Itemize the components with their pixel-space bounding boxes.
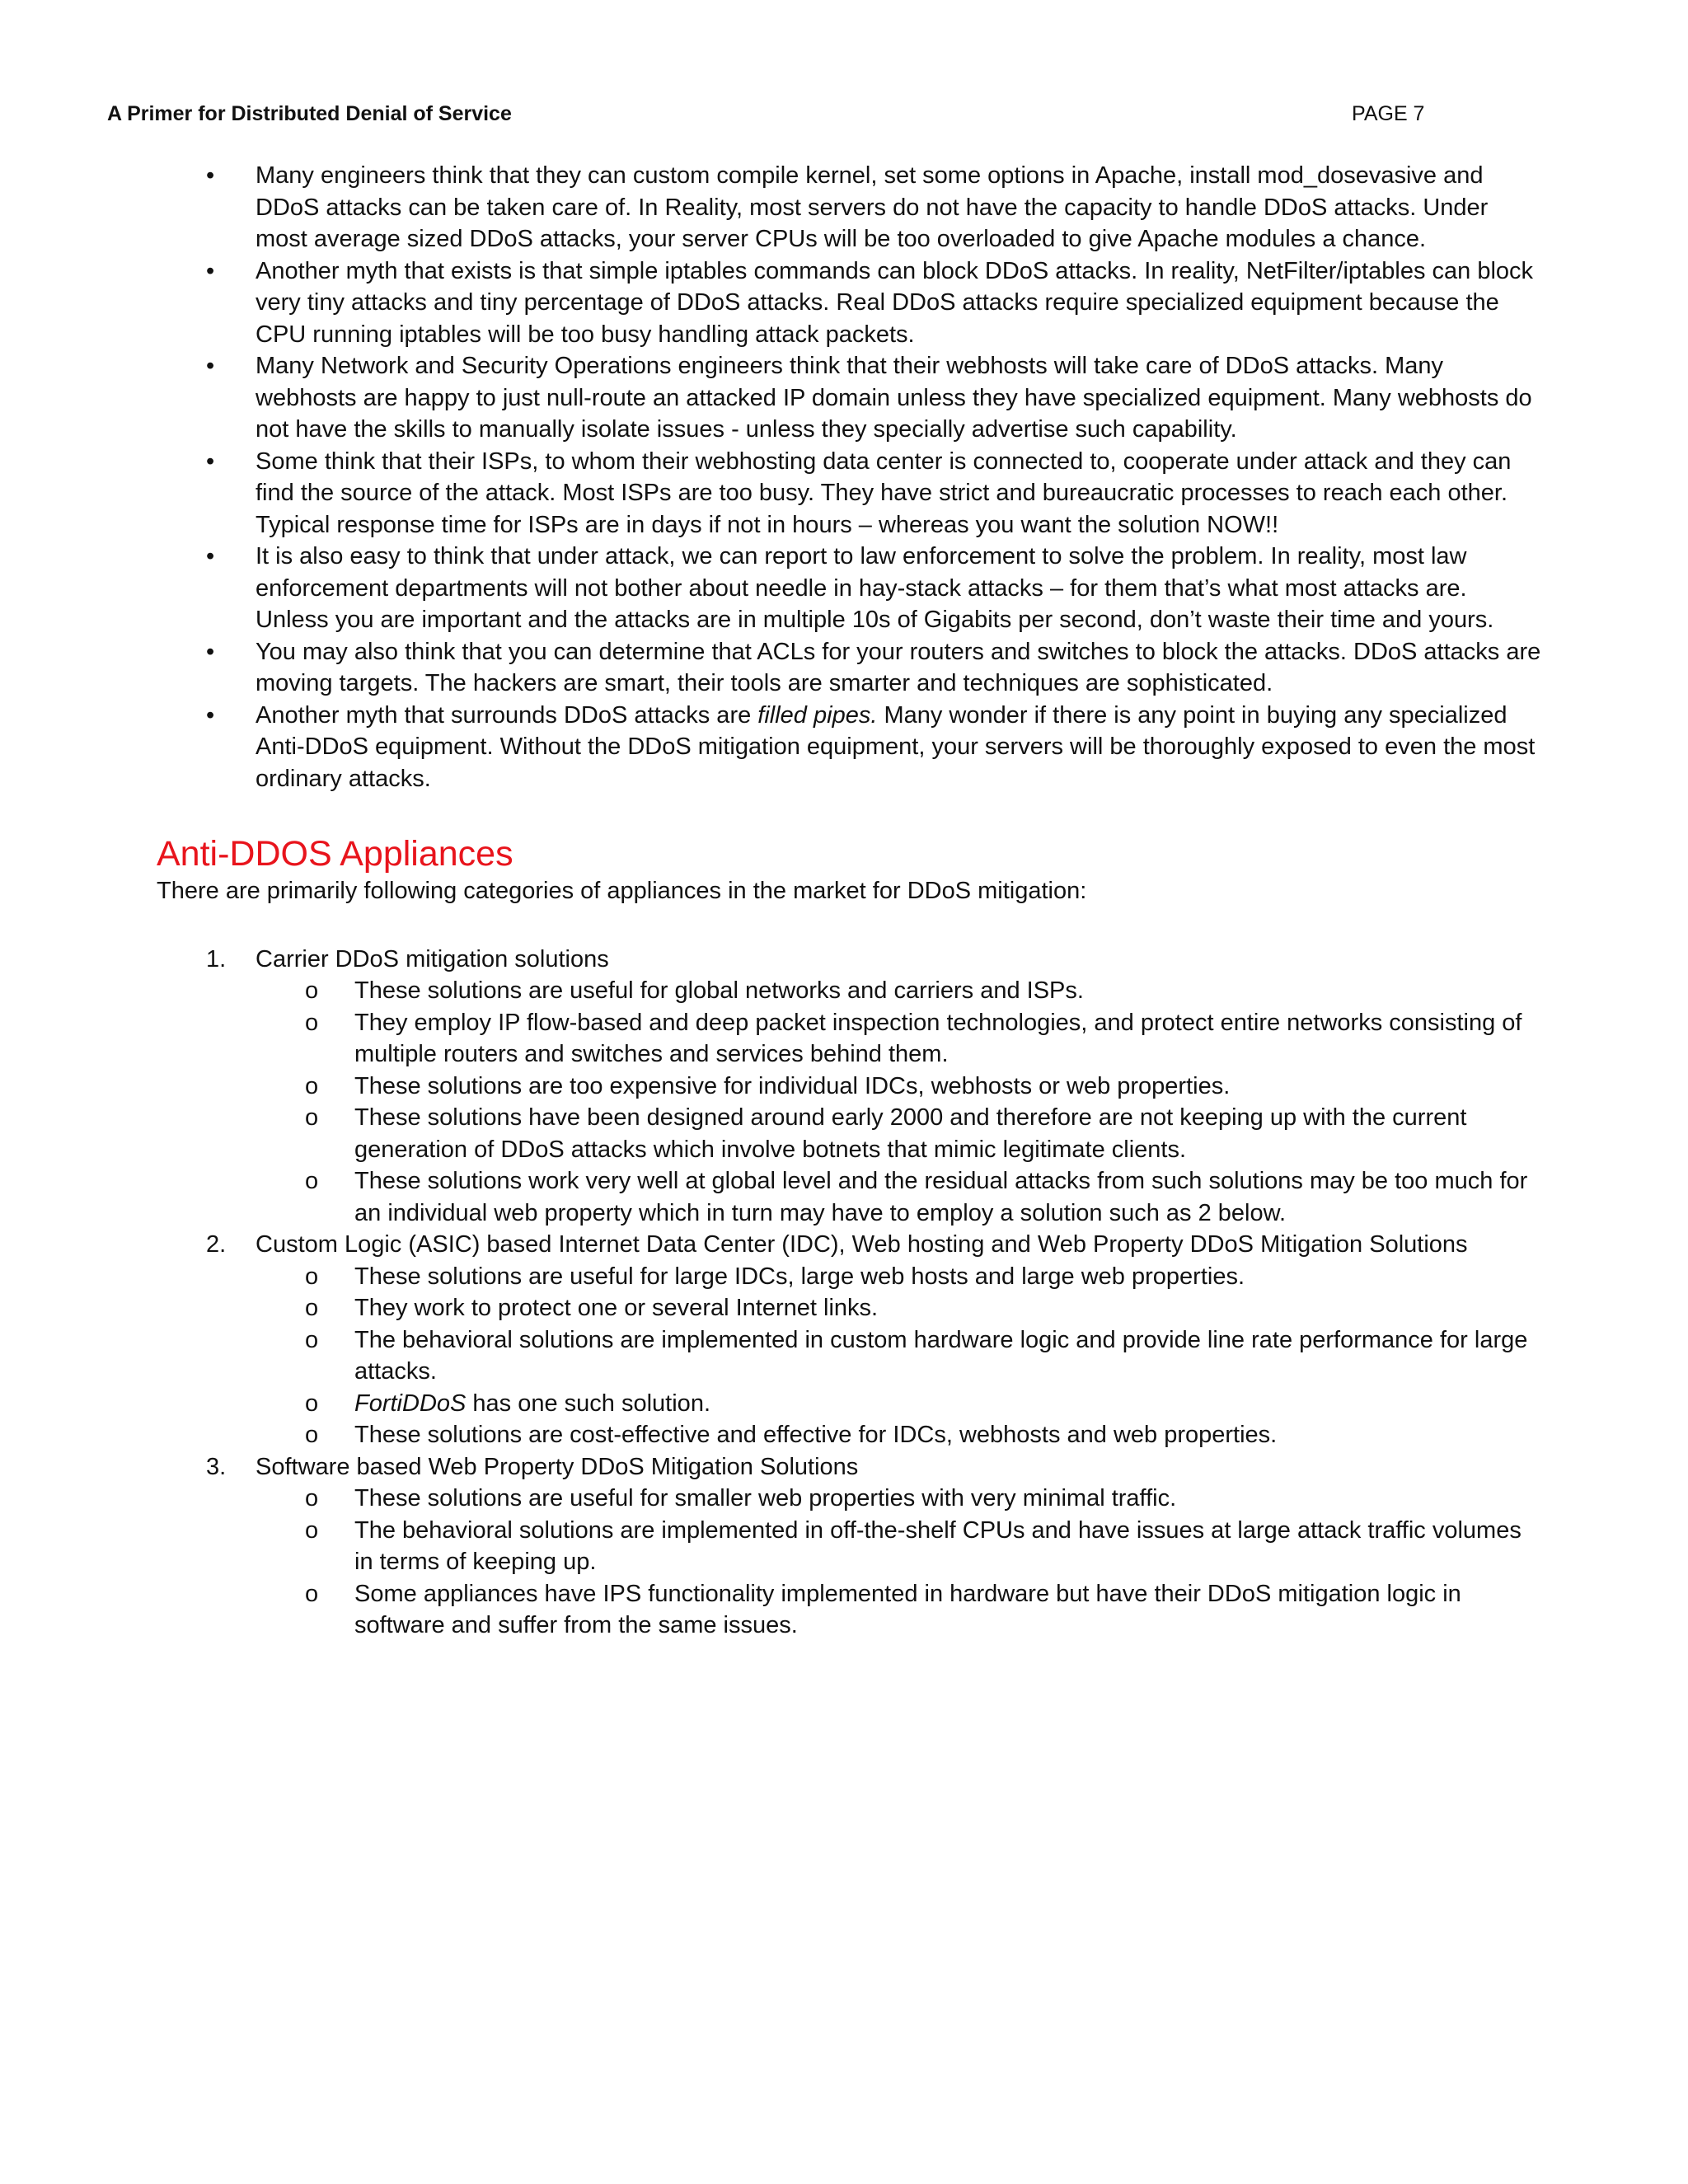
list-item <box>157 255 1541 351</box>
sub-list-item-text: The behavioral solutions are implemented in off-the-shelf CPUs and have issues at large attack traffic volumes in terms of keeping up. <box>354 1516 1522 1575</box>
category-item <box>157 1451 1541 1642</box>
sub-list-item <box>256 1102 1541 1165</box>
section-heading: Anti-DDOS Appliances <box>157 834 513 874</box>
list-item-text: Another myth that exists is that simple iptables commands can block DDoS attacks. In reality, NetFilter/iptables can block very tiny attacks and tiny percentage of DDoS attacks. Real DDoS attacks require specialized equipment because the CPU running iptables will be too busy handling attack packets. <box>256 257 1534 348</box>
categories-list <box>157 944 1541 1642</box>
sub-list-item <box>256 975 1541 1007</box>
list-item <box>157 636 1541 700</box>
sub-list-item-text: They employ IP flow-based and deep packet inspection technologies, and protect entire networks consisting of multiple routers and switches and services behind them. <box>354 1009 1522 1067</box>
sub-list-item <box>256 1292 1541 1324</box>
section-intro: There are primarily following categories of appliances in the market for DDoS mitigation: <box>157 878 1087 904</box>
category-title: Custom Logic (ASIC) based Internet Data Center (IDC), Web hosting and Web Property DDoS Mitigation Solutions <box>256 1231 1468 1258</box>
sub-list-item-text: has one such solution. <box>466 1390 711 1417</box>
circle-bullet-icon: o <box>305 1516 319 1544</box>
category-number: 2. <box>206 1231 227 1258</box>
list-item-text: You may also think that you can determine that ACLs for your routers and switches to block the attacks. DDoS attacks are moving targets. The hackers are smart, their tools are smarter and techniques are sophisticated. <box>256 638 1541 696</box>
myths-list <box>157 160 1541 794</box>
circle-bullet-icon: o <box>305 1422 319 1448</box>
list-item <box>157 700 1541 795</box>
sub-list-item-text: These solutions work very well at global level and the residual attacks from such solutions may be too much for an individual web property which in turn may have to employ a solution such as 2 below. <box>354 1168 1528 1226</box>
circle-bullet-icon: o <box>305 1168 319 1194</box>
bullet-icon: • <box>206 701 215 729</box>
list-item-emphasis: filled pipes. <box>757 701 878 729</box>
list-item-text-post: Many wonder if there is any point in buying any specialized Anti-DDoS equipment. Without the DDoS mitigation equipment, your servers will be thoroughly exposed to even the most ordinary attacks. <box>256 701 1536 792</box>
category-item <box>157 944 1541 1230</box>
sub-list-item-text: These solutions are cost-effective and effective for IDCs, webhosts and web properties. <box>354 1422 1278 1448</box>
category-title: Software based Web Property DDoS Mitigation Solutions <box>256 1453 859 1480</box>
circle-bullet-icon: o <box>305 1072 319 1099</box>
page-content <box>157 160 1541 1642</box>
circle-bullet-icon: o <box>305 1580 319 1607</box>
circle-bullet-icon: o <box>305 1485 319 1511</box>
circle-bullet-icon: o <box>305 1295 319 1321</box>
circle-bullet-icon: o <box>305 1263 319 1290</box>
circle-bullet-icon: o <box>305 1009 319 1036</box>
page-number: PAGE 7 <box>1352 102 1425 125</box>
sub-list-item <box>256 1324 1541 1388</box>
list-item-text: Some think that their ISPs, to whom their webhosting data center is connected to, cooperate under attack and they can find the source of the attack. Most ISPs are too busy. They have strict and bureaucratic processes to reach each other. Typical response time for ISPs are in days if not in hours – whereas you want the solution NOW!! <box>256 448 1512 538</box>
category-title: Carrier DDoS mitigation solutions <box>256 945 609 972</box>
list-item-text-pre: Another myth that surrounds DDoS attacks are <box>256 701 758 729</box>
category-points <box>256 1483 1541 1642</box>
sub-list-item <box>256 1515 1541 1578</box>
list-item-text: Many engineers think that they can custom compile kernel, set some options in Apache, install mod_dosevasive and DDoS attacks can be taken care of. In Reality, most servers do not have the capacity to handle DDoS attacks. Under most average sized DDoS attacks, your server CPUs will be too overloaded to give Apache modules a chance. <box>256 162 1489 252</box>
sub-list-item-text: These solutions are useful for large IDCs, large web hosts and large web properties. <box>354 1263 1245 1290</box>
bullet-icon: • <box>206 543 215 569</box>
sub-list-item-text: These solutions are useful for global networks and carriers and ISPs. <box>354 977 1084 1004</box>
category-number: 3. <box>206 1453 227 1480</box>
circle-bullet-icon: o <box>305 1326 319 1353</box>
sub-list-item-text: These solutions have been designed around early 2000 and therefore are not keeping up with the current generation of DDoS attacks which involve botnets that mimic legitimate clients. <box>354 1104 1467 1163</box>
bullet-icon: • <box>206 448 215 475</box>
sub-list-item-text: These solutions are too expensive for individual IDCs, webhosts or web properties. <box>354 1072 1231 1099</box>
circle-bullet-icon: o <box>305 1390 319 1417</box>
category-number: 1. <box>206 945 227 972</box>
sub-list-item <box>256 1388 1541 1420</box>
sub-list-item <box>256 1261 1541 1293</box>
bullet-icon: • <box>206 162 215 189</box>
category-points <box>256 975 1541 1229</box>
category-points <box>256 1261 1541 1451</box>
sub-list-item <box>256 1071 1541 1103</box>
sub-list-item <box>256 1007 1541 1071</box>
document-title: A Primer for Distributed Denial of Service <box>107 102 512 125</box>
sub-list-item <box>256 1483 1541 1515</box>
list-item <box>157 446 1541 541</box>
product-name: FortiDDoS <box>354 1390 467 1417</box>
circle-bullet-icon: o <box>305 977 319 1004</box>
list-item <box>157 350 1541 446</box>
list-item-text: It is also easy to think that under attack, we can report to law enforcement to solve the problem. In reality, most law enforcement departments will not bother about needle in hay-stack attacks – for them that’s what most attacks are. Unless you are important and the attacks are in multiple 10s of Gigabits per second, don’t waste their time and yours. <box>256 543 1494 633</box>
list-item <box>157 160 1541 255</box>
circle-bullet-icon: o <box>305 1104 319 1131</box>
list-item-text: Many Network and Security Operations engineers think that their webhosts will take care of DDoS attacks. Many webhosts are happy to just null-route an attacked IP domain unless they have specialized equipment. Many webhosts do not have the skills to manually isolate issues - unless they specially advertise such capability. <box>256 353 1532 443</box>
sub-list-item-text: The behavioral solutions are implemented in custom hardware logic and provide line rate performance for large attacks. <box>354 1326 1528 1385</box>
sub-list-item <box>256 1578 1541 1642</box>
sub-list-item-text: They work to protect one or several Internet links. <box>354 1295 879 1321</box>
sub-list-item <box>256 1419 1541 1451</box>
list-item <box>157 541 1541 636</box>
page-header <box>107 99 1426 132</box>
bullet-icon: • <box>206 257 215 284</box>
sub-list-item <box>256 1165 1541 1229</box>
sub-list-item-text: Some appliances have IPS functionality implemented in hardware but have their DDoS mitigation logic in software and suffer from the same issues. <box>354 1580 1461 1638</box>
category-item <box>157 1229 1541 1451</box>
bullet-icon: • <box>206 638 215 665</box>
sub-list-item-text: These solutions are useful for smaller web properties with very minimal traffic. <box>354 1485 1177 1511</box>
bullet-icon: • <box>206 353 215 379</box>
